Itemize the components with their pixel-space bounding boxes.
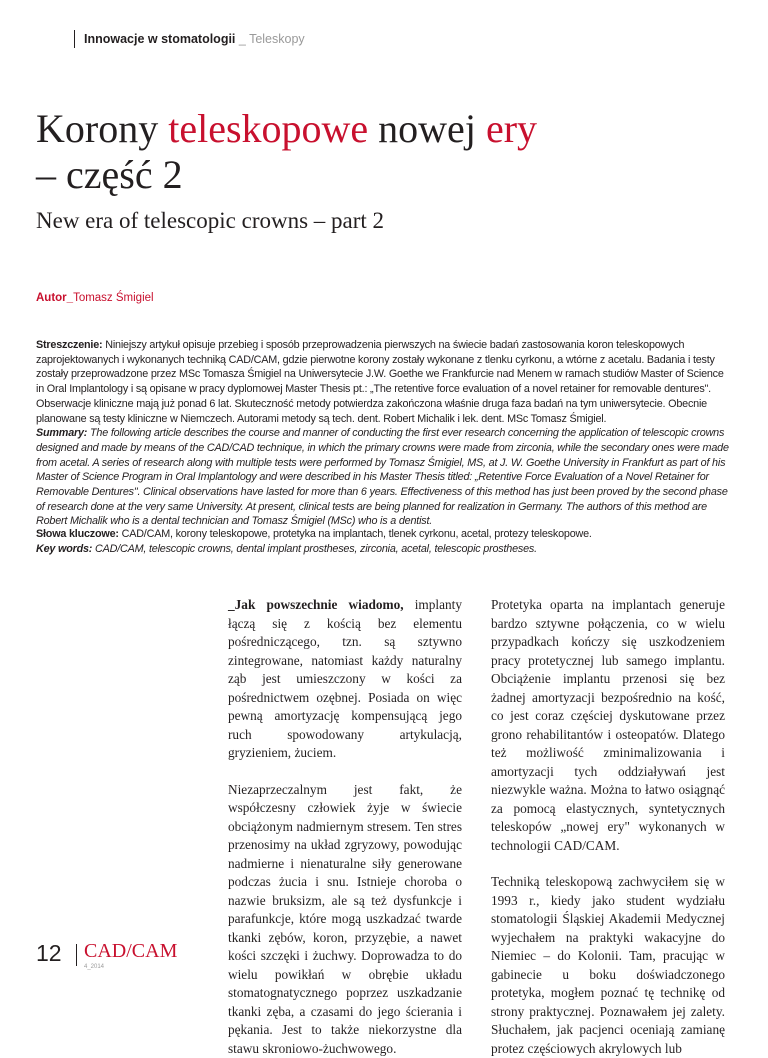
title-part: nowej xyxy=(368,106,486,151)
header-section: Innowacje w stomatologii xyxy=(84,32,235,46)
title-line2: – część 2 xyxy=(36,152,183,197)
abstract-pl-label: Streszczenie: xyxy=(36,339,102,351)
keywords-en xyxy=(36,542,730,557)
abstract-en-text: The following article describes the course and manner of conducting the first ever research concerning the application of telescopic crowns designed and made by means of the CAD/CAD technique, in which the primary crowns were made from zirconia, while the secondary ones were made from acetal. A series of research along with multiple tests were performed by Tomasz Śmigiel, MS, at J. W. Goethe University in Frankfurt as part of his Master of Science Program in Oral Implantology and were described in his Master Thesis titled: „Retentive Force Evaluation of a Novel Retainer for Removable Dentures". Clinical observations have lasted for more than 6 years. Effectiveness of this method has just been proved by the second phase of research done at the very same University. At present, clinical tests are being planned for realization in Germany. The authors of this method are Robert Michalik who is a dental technician and Tomasz Śmigiel (MSc) who is a dentist. xyxy=(36,427,729,527)
keywords-en-label: Key words: xyxy=(36,543,92,555)
article-subtitle: New era of telescopic crowns – part 2 xyxy=(36,208,384,234)
page-number: 12 xyxy=(36,940,62,967)
paragraph-lead: _Jak powszechnie wiadomo, xyxy=(228,597,404,612)
keywords-pl xyxy=(36,527,730,542)
body-paragraph: Protetyka oparta na implantach generuje bardzo sztywne połączenia, co w wielu przypadkach kończy się uszkodzeniem pracy protetycznej lub samego implantu. Obciążenie implantu przenosi się bez żadnej amortyzacji bezpośrednio na kość, co jest coraz częściej dyskutowane przez grono rehabilitantów i osteopatów. Dlatego też możliwość zminimalizowania i amortyzacji tych oddziaływań jest niezwykle ważna. Można to łatwo osiągnąć za pomocą elastycznych, syntetycznych teleskopów „nowej ery" wykonanych w technologii CAD/CAM. xyxy=(491,596,725,855)
abstract xyxy=(36,338,730,529)
magazine-issue: 4_2014 xyxy=(84,964,104,970)
body-column-1 xyxy=(228,596,462,1058)
abstract-pl xyxy=(36,338,730,426)
keywords-en-text: CAD/CAM, telescopic crowns, dental implant prostheses, zirconia, acetal, telescopic prostheses. xyxy=(92,543,537,555)
title-part: Korony xyxy=(36,106,168,151)
body-paragraph xyxy=(228,596,462,763)
header-separator: _ xyxy=(235,32,249,46)
header-text xyxy=(84,32,305,46)
author-name: Tomasz Śmigiel xyxy=(73,292,154,304)
article-title xyxy=(36,106,537,198)
title-highlight: teleskopowe xyxy=(168,106,368,151)
footer-rule xyxy=(76,944,77,966)
keywords-pl-label: Słowa kluczowe: xyxy=(36,528,119,540)
header-topic: Teleskopy xyxy=(249,32,305,46)
header-rule xyxy=(74,30,75,48)
body-column-2 xyxy=(491,596,725,1058)
author-line xyxy=(36,292,154,304)
abstract-pl-text: Niniejszy artykuł opisuje przebieg i sposób przeprowadzenia pierwszych na świecie badań zastosowania koron teleskopowych zaprojektowanych i wykonanych techniką CAD/CAM, gdzie pierwotne korony zostały wykonane z tlenku cyrkonu, a wtórne z acetalu. Badania i testy zostały przeprowadzone przez MSc Tomasza Śmigiel na Uniwersytecie J.W. Goethe we Frankfurcie nad Menem w ramach studiów Master of Science in Oral Implantology i są opisane w pracy dyplomowej Master Thesis pt.: „The retentive force evaluation of a novel retainer for removable dentures". Obserwacje kliniczne mają już ponad 6 lat. Skuteczność metody potwierdza zakończona właśnie druga faza badań na tym uniwersytecie. Obecnie planowane są testy kliniczne w Niemczech. Autorami metody są tech. dent. Robert Michalik i lek. dent. MSc Tomasz Śmigiel. xyxy=(36,339,724,425)
abstract-en-label: Summary: xyxy=(36,427,87,439)
body-paragraph: Techniką teleskopową zachwyciłem się w 1993 r., kiedy jako student wydziału stomatologii Śląskiej Akademii Medycznej wyjechałem na praktyki wakacyjne do Niemiec – do Kolonii. Tam, pracując w gabinecie u boku doświadczonego protetyka, mogłem poznać tę technikę od strony praktycznej. Poznawałem jej zalety. Słuchałem, jak pacjenci oceniają zamianę protez częściowych akrylowych lub xyxy=(491,873,725,1058)
author-label: Autor_ xyxy=(36,292,73,304)
abstract-en xyxy=(36,426,730,529)
body-paragraph: Niezaprzeczalnym jest fakt, że współczesny człowiek żyje w świecie obciążonym nadmiernym stresem. Ten stres przenosimy na układ zgryzowy, powodując nadmierne i nienaturalne siły generowane podczas żucia i snu. Istnieje choroba o nazwie bruksizm, ale są też dysfunkcje i parafunkcje, które mogą uszkadzać twarde tkanki zębów, koron, przyzębie, a nawet kości szczęki i żuchwy. Doprowadza to do wielu powikłań w obrębie układu stomatognatycznego poprzez uszkadzanie tkanki zęba, a czasami do jego ścierania i pękania. Jest to także niekorzystne dla stawu skroniowo-żuchwowego. xyxy=(228,781,462,1058)
magazine-name: CAD/CAM xyxy=(84,940,177,963)
keywords-pl-text: CAD/CAM, korony teleskopowe, protetyka na implantach, tlenek cyrkonu, acetal, protezy teleskopowe. xyxy=(119,528,592,540)
title-highlight: ery xyxy=(486,106,537,151)
keywords xyxy=(36,527,730,556)
paragraph-text: implanty łączą się z kością bez elementu pośredniczącego, tzn. są sztywno zintegrowane, natomiast każdy naturalny ząb jest umieszczony w kości za pośrednictwem ozębnej. Posiada on więc pewną amortyzację kompensującą jego ruch spowodowany artykulacją, gryzieniem, żuciem. xyxy=(228,597,462,760)
